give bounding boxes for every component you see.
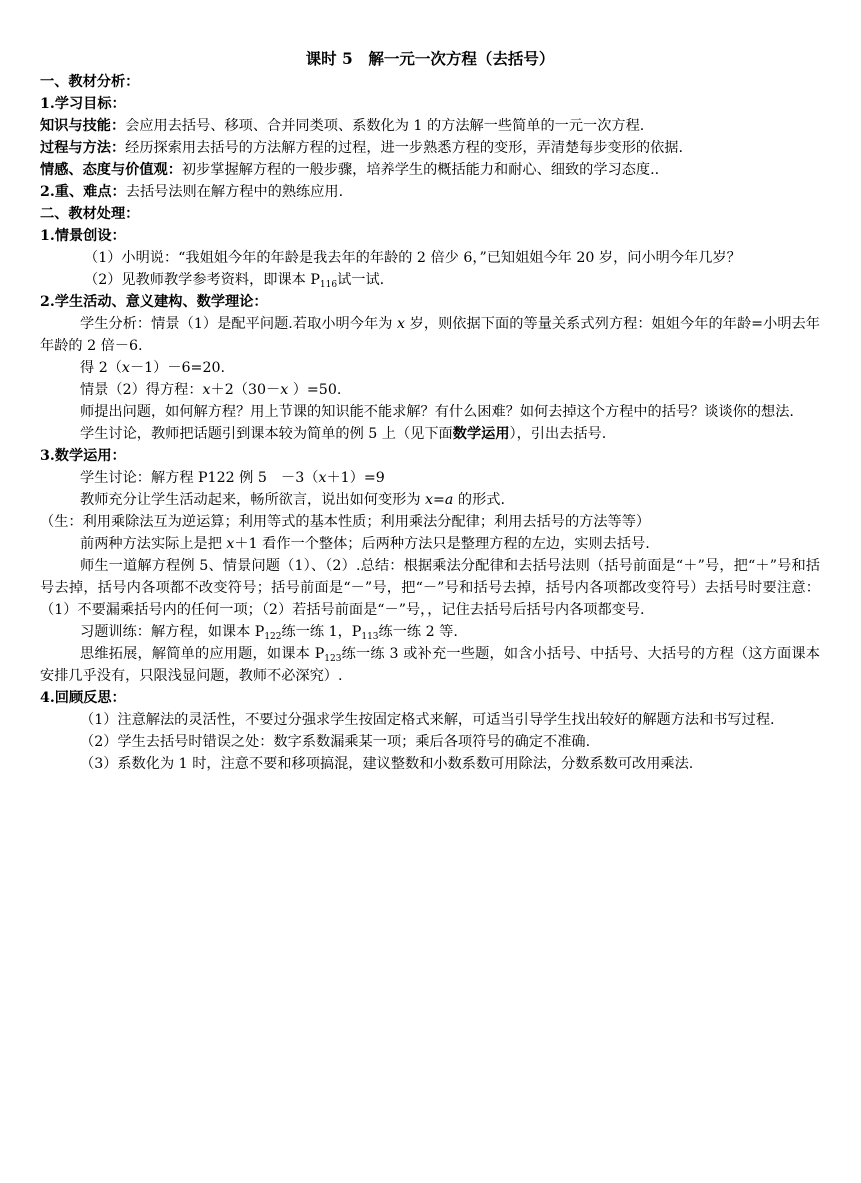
- review-2: （2）学生去括号时错误之处：数字系数漏乘某一项；乘后各项符号的确定不准确.: [80, 734, 591, 750]
- goal-label: 知识与技能：: [40, 118, 126, 134]
- paragraph: [40, 423, 820, 445]
- page-title: 课时 5 解一元一次方程（去括号）: [305, 49, 555, 68]
- variable: x=a: [425, 492, 454, 508]
- text: 练一练 2 等.: [378, 624, 458, 640]
- goal-label: 情感、态度与价值观：: [40, 162, 182, 178]
- variable: x: [280, 382, 289, 398]
- text: ＋1 看作一个整体；后两种方法只是整理方程的左边，实则去括号.: [234, 536, 650, 552]
- review-1: （1）注意解法的灵活性，不要过分强求学生按固定格式来解，可适当引导学生找出较好的解题方法和书写过程.: [80, 712, 775, 728]
- text: 练一练 1，P: [281, 624, 362, 640]
- variable: x: [121, 360, 130, 376]
- paragraph: [40, 379, 820, 401]
- bold-text: 数学运用: [452, 426, 510, 442]
- goal-knowledge: [40, 115, 820, 137]
- subscript: 122: [264, 632, 282, 642]
- text: 教师充分让学生活动起来，畅所欲言，说出如何变形为: [80, 492, 426, 508]
- text: ），引出去括号.: [509, 426, 607, 442]
- paragraph: [40, 467, 820, 489]
- review-3: （3）系数化为 1 时，注意不要和移项搞混，建议整数和小数系数可用除法，分数系数可改用乘法.: [80, 756, 694, 772]
- subsection-heading: 4.回顾反思：: [40, 690, 126, 706]
- text: －1）－6=20.: [129, 360, 226, 376]
- goal-text: 初步掌握解方程的一般步骤，培养学生的概括能力和耐心、细致的学习态度..: [181, 162, 660, 178]
- subsection-heading: 3.数学运用：: [40, 448, 126, 464]
- subscript: 113: [361, 632, 379, 642]
- section-heading: 一、教材分析：: [40, 74, 140, 90]
- paragraph: 师提出问题，如何解方程？用上节课的知识能不能求解？有什么困难？如何去掉这个方程中的括号？谈谈你的想法.: [80, 404, 794, 420]
- text: 得 2（: [80, 360, 122, 376]
- key-points-text: 去括号法则在解方程中的熟练应用.: [125, 184, 344, 200]
- paragraph: [40, 313, 820, 357]
- goal-label: 过程与方法：: [40, 140, 126, 156]
- document-page: [40, 48, 820, 775]
- text: 前两种方法实际上是把: [80, 536, 227, 552]
- text: 学生讨论，教师把话题引到课本较为简单的例 5 上（见下面: [80, 426, 453, 442]
- text: 练一练 3 或补充一些题，如含小括号、中括号、大括号的方程（这方面课本安排几乎没有，只限浅显问题，教师不必深究）.: [40, 646, 820, 684]
- goal-emotion: [40, 159, 820, 181]
- variable: x: [226, 536, 235, 552]
- text: ）=50.: [288, 382, 342, 398]
- goal-text: 会应用去括号、移项、合并同类项、系数化为 1 的方法解一些简单的一元一次方程.: [125, 118, 645, 134]
- text: 习题训练：解方程，如课本 P: [80, 624, 265, 640]
- scenario-1: （1）小明说：“我姐姐今年的年龄是我去年的年龄的 2 倍少 6，”已知姐姐今年 20 岁，问小明今年几岁？: [84, 250, 741, 266]
- text: ＋1）=9: [326, 470, 385, 486]
- text: 学生讨论：解方程 P122 例 5 －3（: [80, 470, 319, 486]
- text: 的形式.: [453, 492, 505, 508]
- section-heading: 二、教材处理：: [40, 206, 140, 222]
- subsection-heading: 1.学习目标：: [40, 96, 126, 112]
- text: 思维拓展，解简单的应用题，如课本 P: [80, 646, 325, 662]
- variable: x: [318, 470, 327, 486]
- subscript: 123: [324, 654, 342, 664]
- subsection-heading: 1.情景创设：: [40, 228, 126, 244]
- text: 试一试.: [337, 272, 385, 288]
- paragraph: （生：利用乘除法互为逆运算；利用等式的基本性质；利用乘法分配律；利用去括号的方法等等）: [40, 514, 651, 530]
- paragraph: [40, 489, 820, 511]
- text: （2）见教师教学参考资料，即课本 P: [84, 272, 320, 288]
- goal-process: [40, 137, 820, 159]
- goal-text: 经历探索用去括号的方法解方程的过程，进一步熟悉方程的变形，弄清楚每步变形的依据.: [125, 140, 683, 156]
- paragraph: [40, 357, 820, 379]
- text: 学生分析：情景（1）是配平问题.若取小明今年为: [80, 316, 398, 332]
- text: ＋2（30－: [210, 382, 281, 398]
- variable: x: [202, 382, 211, 398]
- scenario-2: [40, 269, 820, 291]
- text: 岁，则依据下面的等量关系式列方程：姐姐今年的年龄=小明去年年龄的 2 倍－6.: [40, 316, 820, 354]
- variable: x: [397, 316, 406, 332]
- subsection-heading: 2.学生活动、意义建构、数学理论：: [40, 294, 268, 310]
- paragraph: [40, 533, 820, 555]
- paragraph: 师生一道解方程例 5、情景问题（1）、（2）.总结：根据乘法分配律和去括号法则（括号前面是“＋”号，把“＋”号和括号去掉，括号内各项都不改变符号；括号前面是“－”号，把“－”号和括号去掉，括号内各项都改变符号）去括号时要注意：（1）不要漏乘括号内的任何一项；（2）若括号前面是“－”号，，记住去括号后括号内各项都变号.: [40, 558, 820, 618]
- paragraph: [40, 621, 820, 643]
- subscript: 116: [319, 280, 338, 290]
- text: 情景（2）得方程：: [80, 382, 203, 398]
- paragraph: [40, 643, 820, 687]
- key-points-label: 2.重、难点：: [40, 184, 126, 200]
- key-points: [40, 181, 820, 203]
